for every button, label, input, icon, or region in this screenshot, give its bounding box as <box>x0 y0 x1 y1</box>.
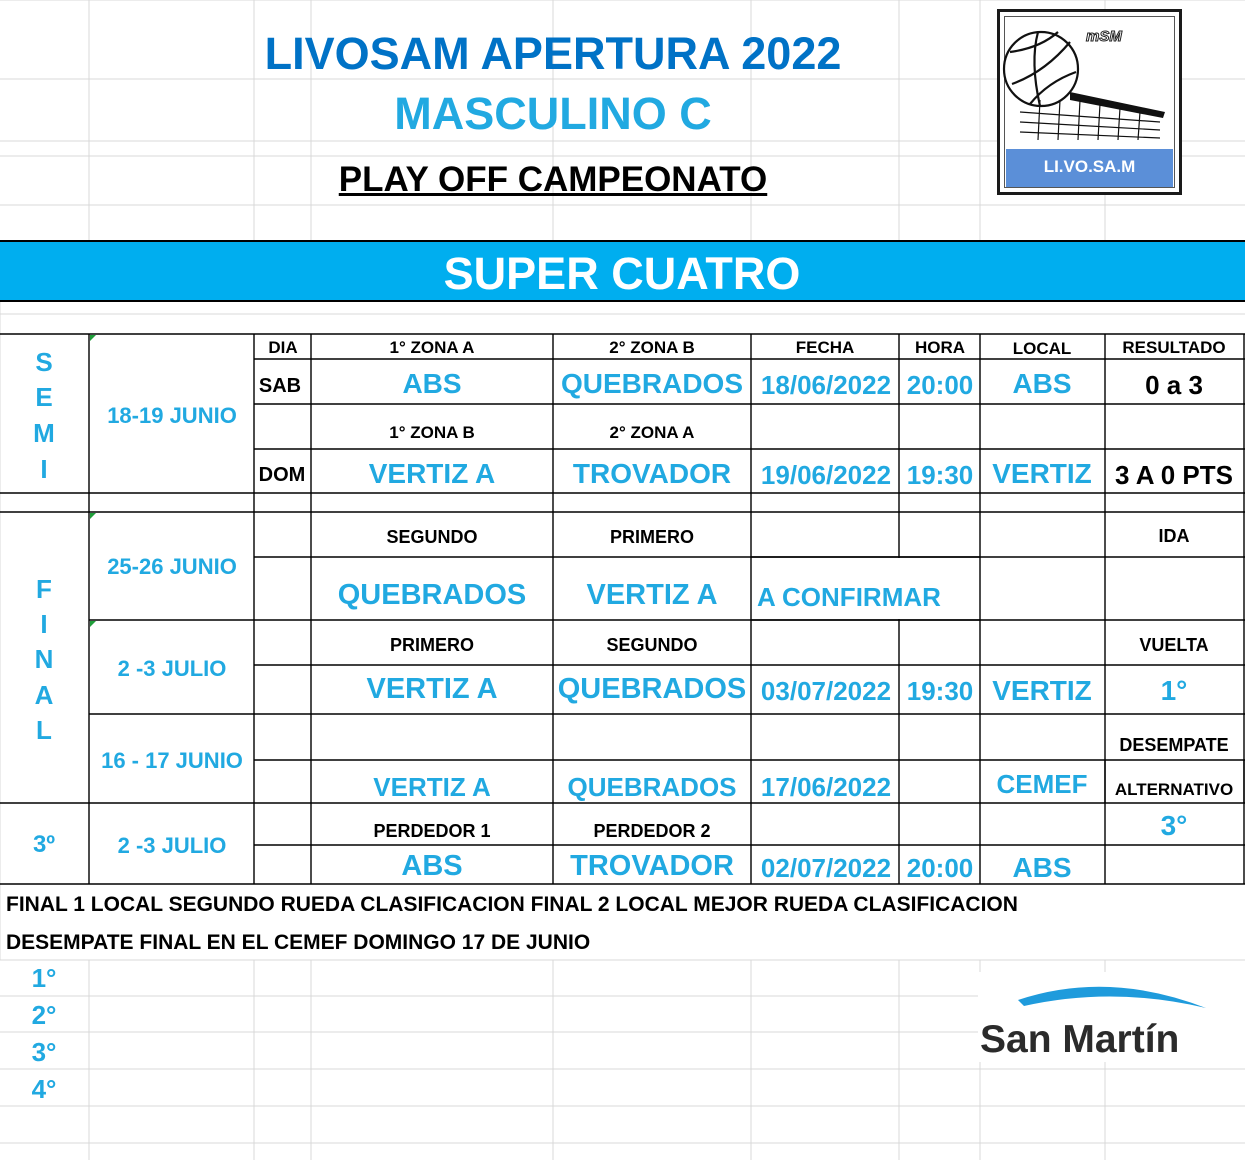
third-local: ABS <box>1012 852 1072 883</box>
sponsor-name: San Martín <box>980 1018 1180 1061</box>
semi1-home-head: 1° ZONA A <box>389 338 475 357</box>
third-tag: 3° <box>1160 810 1188 841</box>
final1-away-head: PRIMERO <box>609 527 695 547</box>
final1-tag: IDA <box>1158 526 1190 546</box>
final-letter: N <box>34 644 54 674</box>
semi-dates: 18-19 JUNIO <box>107 403 237 428</box>
semi2-away-head: 2° ZONA A <box>609 423 695 442</box>
final1-home: QUEBRADOS <box>337 579 527 611</box>
col-fecha: FECHA <box>795 338 855 357</box>
third-home: ABS <box>401 850 463 882</box>
final-letter: F <box>36 574 52 604</box>
final2-away-head: SEGUNDO <box>606 635 698 655</box>
semi1-day: SAB <box>258 375 302 397</box>
final2-home: VERTIZ A <box>366 673 498 705</box>
semi-letter: E <box>35 382 53 412</box>
final1-away: VERTIZ A <box>586 579 718 611</box>
semi-letter: I <box>40 454 48 484</box>
tiebreak-tag: DESEMPATE <box>1119 735 1229 755</box>
final2-home-head: PRIMERO <box>389 635 475 655</box>
tiebreak-local: CEMEF <box>996 769 1088 799</box>
third-dates: 2 -3 JULIO <box>117 833 227 858</box>
standing-1: 1° <box>31 963 57 993</box>
final1-note: A CONFIRMAR <box>757 582 941 612</box>
note-line-2: DESEMPATE FINAL EN EL CEMEF DOMINGO 17 DE JUNIO <box>6 931 591 954</box>
semi-letter: M <box>33 418 55 448</box>
standing-2: 2° <box>31 1000 57 1030</box>
third-home-head: PERDEDOR 1 <box>373 821 491 841</box>
section-title: PLAY OFF CAMPEONATO <box>338 160 768 199</box>
tiebreak-dates: 16 - 17 JUNIO <box>101 748 243 773</box>
col-hora: HORA <box>914 338 966 357</box>
third-away-head: PERDEDOR 2 <box>593 821 711 841</box>
tiebreak-tag2: ALTERNATIVO <box>1114 780 1234 799</box>
tiebreak-home: VERTIZ A <box>373 772 491 802</box>
tiebreak-fecha: 17/06/2022 <box>760 772 892 802</box>
swoosh-icon <box>978 972 1245 1022</box>
livosam-logo <box>997 9 1182 195</box>
semi1-local: ABS <box>1012 368 1072 399</box>
semi1-away-head: 2° ZONA B <box>609 338 695 357</box>
logo-small-text: mSM <box>1086 28 1122 45</box>
standing-4: 4° <box>31 1074 57 1104</box>
semi-letter: S <box>35 347 53 377</box>
standing-3: 3° <box>31 1037 57 1067</box>
third-hora: 20:00 <box>906 853 974 883</box>
semi1-home: ABS <box>402 368 462 399</box>
semi1-fecha: 18/06/2022 <box>760 370 892 400</box>
final2-result: 1° <box>1160 675 1188 706</box>
col-resultado: RESULTADO <box>1122 338 1226 357</box>
final-letter: L <box>36 715 52 745</box>
san-martin-logo <box>978 972 1245 1062</box>
semi2-day: DOM <box>258 464 306 486</box>
note-line-1: FINAL 1 LOCAL SEGUNDO RUEDA CLASIFICACION FINAL 2 LOCAL MEJOR RUEDA CLASIFICACION <box>6 893 1018 916</box>
final2-fecha: 03/07/2022 <box>760 676 892 706</box>
final1-home-head: SEGUNDO <box>386 527 478 547</box>
logo-label: LI.VO.SA.M <box>1043 157 1136 176</box>
semi2-away: TROVADOR <box>572 458 732 489</box>
banner-title: SUPER CUATRO <box>443 248 801 299</box>
semi1-result: 0 a 3 <box>1145 370 1203 400</box>
final-letter: A <box>34 680 54 710</box>
col-dia: DIA <box>268 338 298 357</box>
super-cuatro-banner <box>0 240 1245 302</box>
semi2-home: VERTIZ A <box>368 458 496 489</box>
page-subtitle: MASCULINO C <box>394 88 712 139</box>
final2-local: VERTIZ <box>992 675 1092 706</box>
semi2-fecha: 19/06/2022 <box>760 460 892 490</box>
third-fecha: 02/07/2022 <box>760 853 892 883</box>
third-away: TROVADOR <box>570 850 734 882</box>
final2-dates: 2 -3 JULIO <box>117 656 227 681</box>
semi2-hora: 19:30 <box>906 460 974 490</box>
semi2-result: 3 A 0 PTS <box>1114 460 1234 490</box>
semi2-local: VERTIZ <box>992 458 1092 489</box>
final1-dates: 25-26 JUNIO <box>107 554 237 579</box>
final2-tag: VUELTA <box>1139 635 1209 655</box>
semi1-hora: 20:00 <box>906 370 974 400</box>
tiebreak-away: QUEBRADOS <box>567 772 737 802</box>
col-local: LOCAL <box>1012 339 1072 358</box>
final2-hora: 19:30 <box>906 676 974 706</box>
third-label: 3º <box>32 831 56 858</box>
page-title: LIVOSAM APERTURA 2022 <box>264 28 842 79</box>
final-letter: I <box>40 609 48 639</box>
final2-away: QUEBRADOS <box>557 673 747 705</box>
semi2-home-head: 1° ZONA B <box>389 423 475 442</box>
semi1-away: QUEBRADOS <box>560 368 744 399</box>
